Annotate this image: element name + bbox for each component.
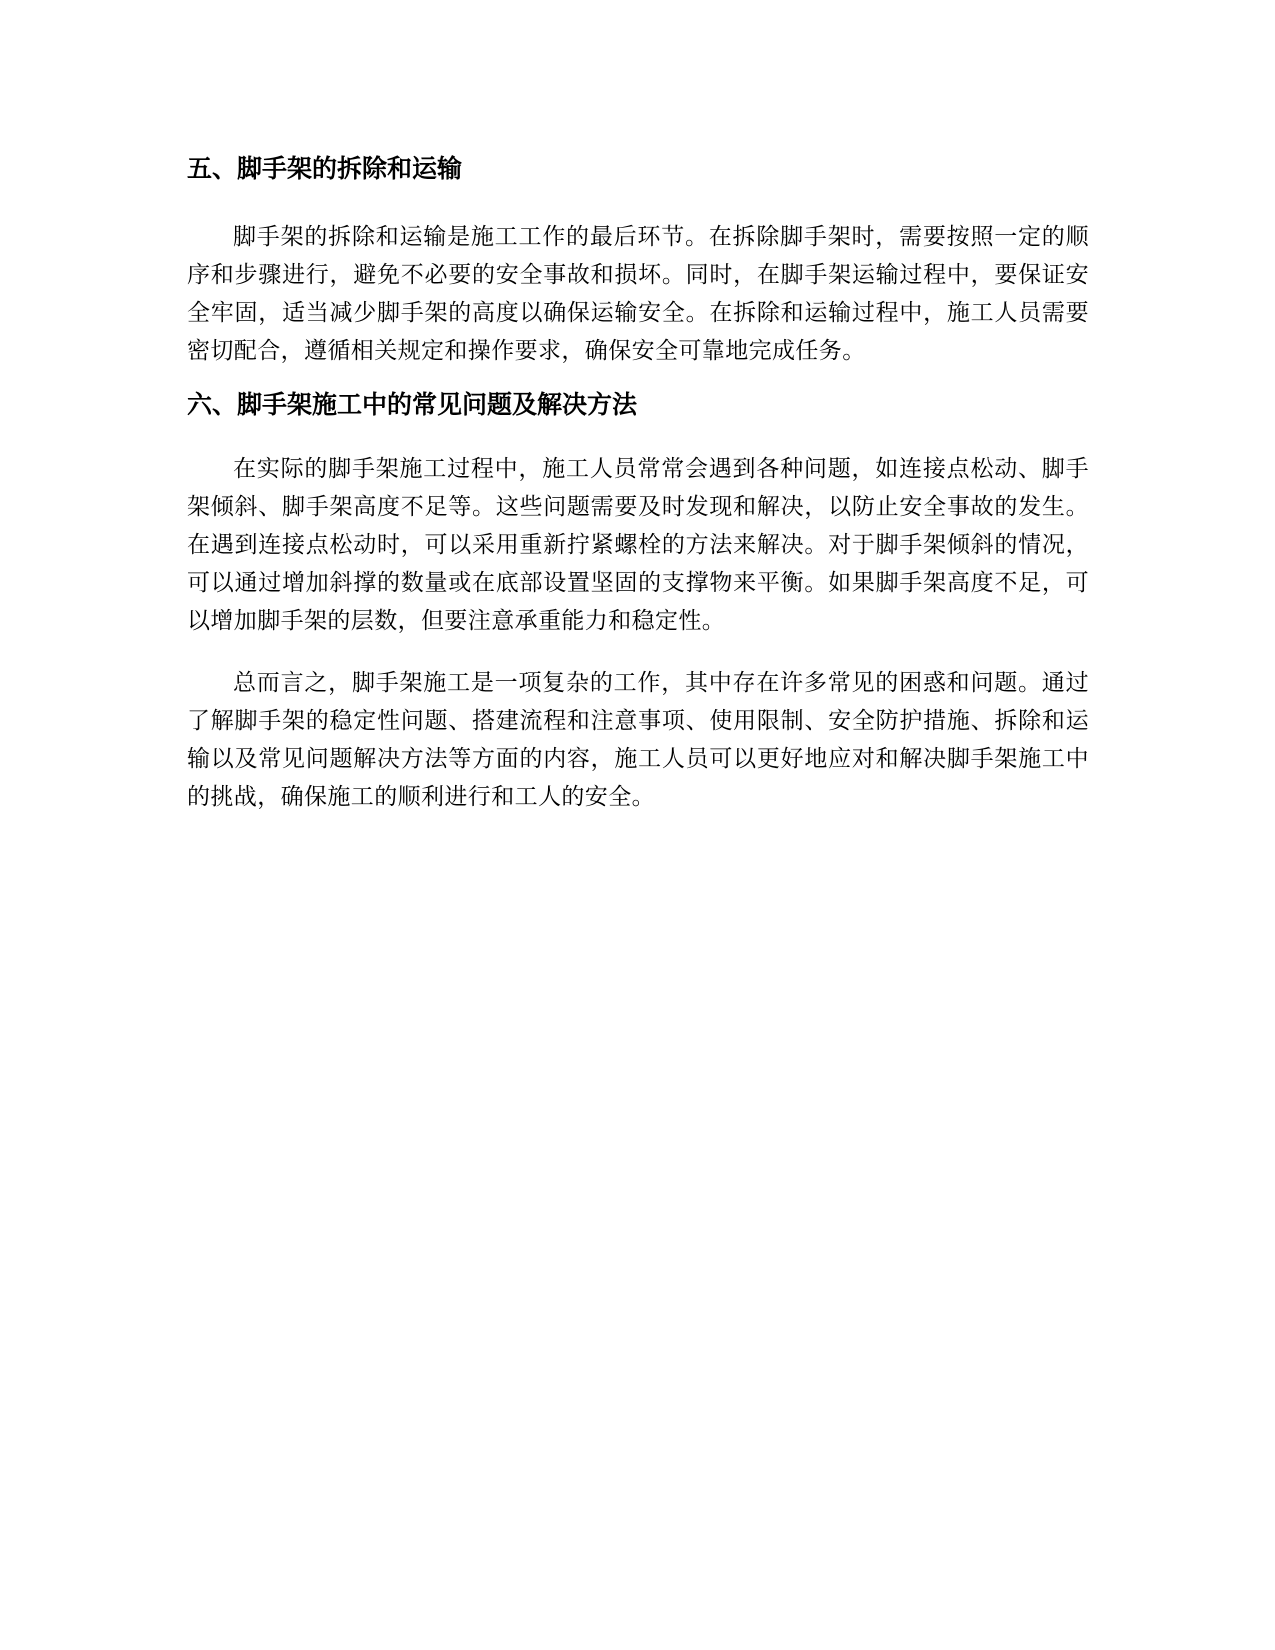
section-paragraph-common-problems: 在实际的脚手架施工过程中，施工人员常常会遇到各种问题，如连接点松动、脚手架倾斜、脚手架高度不足等。这些问题需要及时发现和解决，以防止安全事故的发生。在遇到连接点松动时，可以采用重新拧紧螺栓的方法来解决。对于脚手架倾斜的情况，可以通过增加斜撑的数量或在底部设置坚固的支撑物来平衡。如果脚手架高度不足，可以增加脚手架的层数，但要注意承重能力和稳定性。 xyxy=(187,456,1089,634)
conclusion-paragraph: 总而言之，脚手架施工是一项复杂的工作，其中存在许多常见的困惑和问题。通过了解脚手架的稳定性问题、搭建流程和注意事项、使用限制、安全防护措施、拆除和运输以及常见问题解决方法等方面的内容，施工人员可以更好地应对和解决脚手架施工中的挑战，确保施工的顺利进行和工人的安全。 xyxy=(187,670,1089,810)
section-heading-dismantling-transport: 五、脚手架的拆除和运输 xyxy=(187,154,463,183)
document-body xyxy=(187,144,1089,816)
section-heading-common-problems: 六、脚手架施工中的常见问题及解决方法 xyxy=(187,390,638,419)
section-paragraph-dismantling-transport: 脚手架的拆除和运输是施工工作的最后环节。在拆除脚手架时，需要按照一定的顺序和步骤进行，避免不必要的安全事故和损坏。同时，在脚手架运输过程中，要保证安全牢固，适当减少脚手架的高度以确保运输安全。在拆除和运输过程中，施工人员需要密切配合，遵循相关规定和操作要求，确保安全可靠地完成任务。 xyxy=(187,224,1089,364)
